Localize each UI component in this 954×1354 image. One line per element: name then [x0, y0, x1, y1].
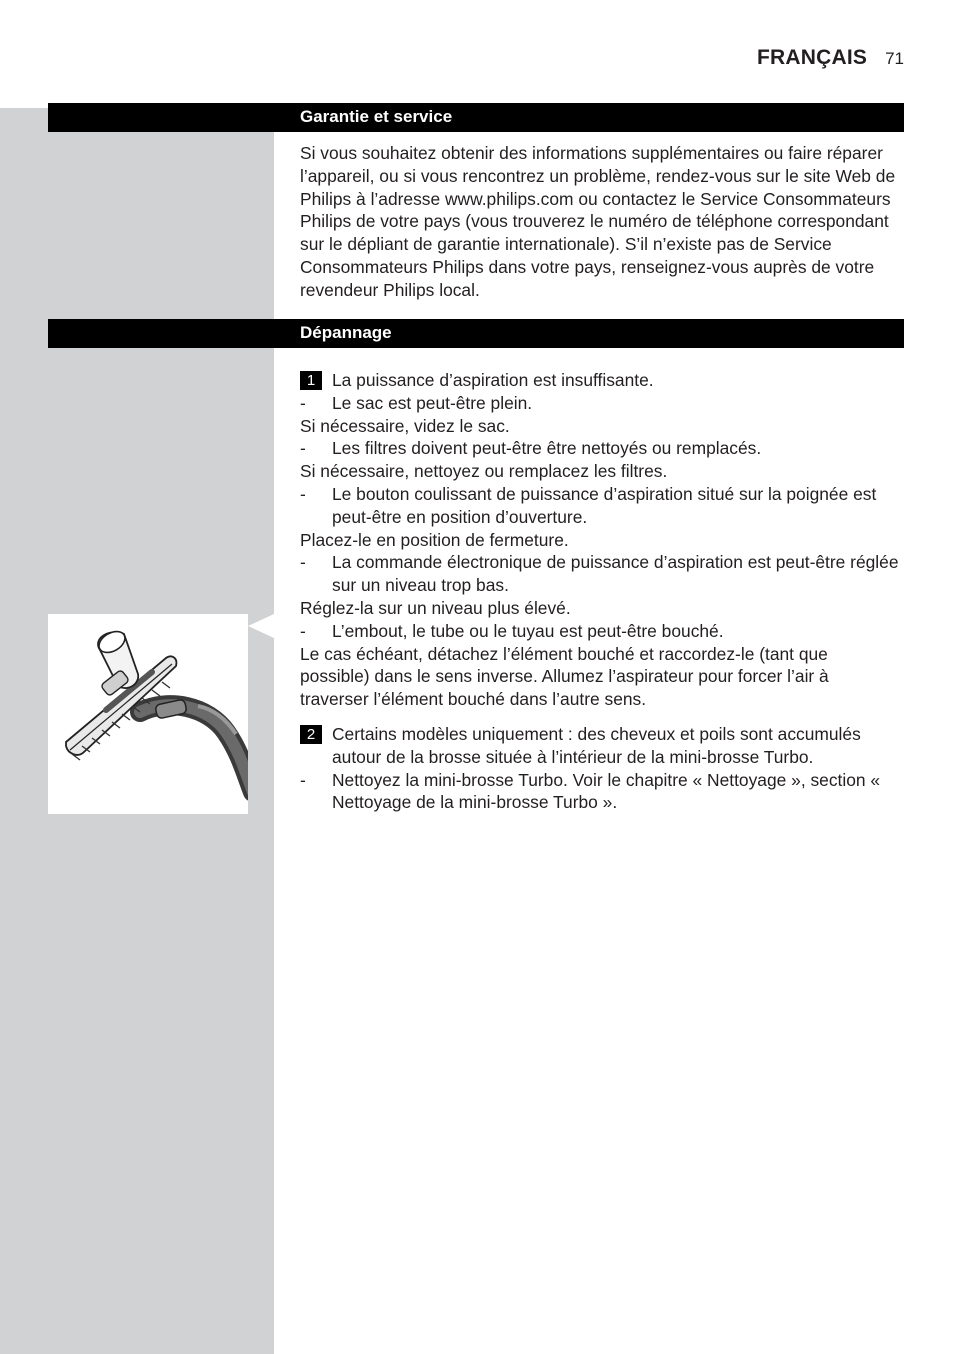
section-bar-troubleshooting [48, 319, 904, 348]
warranty-paragraph: Si vous souhaitez obtenir des informations supplémentaires ou faire réparer l’appareil, ou si vous rencontrez un problème, rendez-vous sur le site Web de Philips à l’adresse www.philips.com ou contactez le Service Consommateurs Philips de votre pays (vous trouverez le numéro de téléphone correspondant sur le dépliant de garantie internationale). S’il n’existe pas de Service Consommateurs Philips dans votre pays, renseignez-vous auprès de votre revendeur Philips local. [300, 143, 896, 300]
language-label: FRANÇAIS [756, 46, 868, 69]
section-bar-warranty [48, 103, 904, 132]
section-title-warranty: Garantie et service [300, 107, 453, 126]
step-number-badge: 1 [300, 371, 322, 390]
section-title-troubleshooting: Dépannage [300, 323, 392, 342]
list-item-text: Les filtres doivent peut-être être nettoyés ou remplacés. [332, 438, 762, 459]
page-header [757, 46, 904, 70]
solution-text: Si nécessaire, videz le sac. [300, 415, 510, 436]
list-item-text: L’embout, le tube ou le tuyau est peut-être bouché. [332, 620, 724, 641]
step-1 [300, 369, 900, 392]
troubleshooting-text [300, 369, 900, 814]
list-item-text: Le bouton coulissant de puissance d’aspiration situé sur la poignée est peut-être en position d’ouverture. [332, 483, 877, 527]
vacuum-nozzle-hose-illustration [48, 614, 248, 814]
solution-text: Le cas échéant, détachez l’élément bouché et raccordez-le (tant que possible) dans le sens inverse. Allumez l’aspirateur pour forcer l’air à traverser l’élément bouché dans l’autre sens. [300, 643, 829, 710]
bullet-dash: - [300, 392, 306, 413]
solution-text: Placez-le en position de fermeture. [300, 529, 569, 550]
list-item-text: Nettoyez la mini-brosse Turbo. Voir le chapitre « Nettoyage », section « Nettoyage de la mini-brosse Turbo ». [332, 769, 881, 813]
bullet-dash: - [300, 483, 306, 504]
figure-pointer [248, 614, 274, 638]
list-item [300, 392, 900, 415]
solution-text: Si nécessaire, nettoyez ou remplacez les filtres. [300, 461, 668, 482]
step-title: La puissance d’aspiration est insuffisante. [332, 370, 654, 390]
step-2 [300, 723, 900, 769]
bullet-dash: - [300, 552, 306, 573]
list-item [300, 483, 900, 529]
step-number-badge: 2 [300, 725, 322, 744]
nozzle-hose-icon [48, 614, 248, 814]
solution-text: Réglez-la sur un niveau plus élevé. [300, 597, 571, 618]
list-item [300, 437, 900, 460]
step-title: Certains modèles uniquement : des cheveux et poils sont accumulés autour de la brosse située à l’intérieur de la mini-brosse Turbo. [332, 723, 861, 767]
list-item-text: Le sac est peut-être plein. [332, 392, 533, 413]
bullet-dash: - [300, 620, 306, 641]
page-number: 71 [885, 49, 904, 68]
list-item [300, 551, 900, 597]
warranty-text [300, 142, 900, 302]
list-item-text: La commande électronique de puissance d’aspiration est peut-être réglée sur un niveau trop bas. [332, 552, 899, 596]
bullet-dash: - [300, 769, 306, 790]
list-item [300, 769, 900, 815]
list-item [300, 620, 900, 643]
bullet-dash: - [300, 438, 306, 459]
